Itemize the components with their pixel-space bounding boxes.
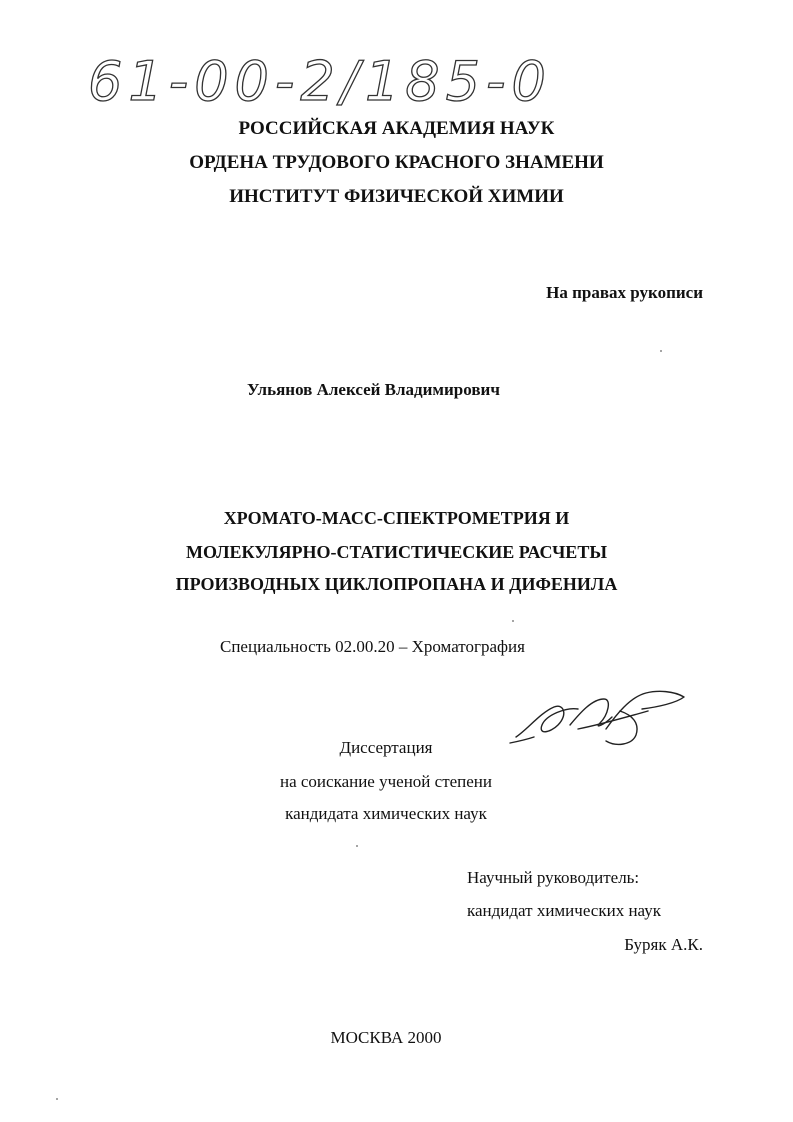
title-line-2: МОЛЕКУЛЯРНО-СТАТИСТИЧЕСКИЕ РАСЧЕТЫ [186, 542, 607, 562]
supervisor-degree: кандидат химических наук [467, 901, 661, 920]
supervisor-label: Научный руководитель: [467, 868, 640, 887]
dissertation-line-1: Диссертация [339, 738, 433, 757]
supervisor-name: Буряк А.К. [624, 935, 703, 954]
manuscript-rights-notice: На правах рукописи [546, 283, 703, 302]
institution-line-3: ИНСТИТУТ ФИЗИЧЕСКОЙ ХИМИИ [229, 186, 564, 207]
author-name: Ульянов Алексей Владимирович [247, 380, 500, 399]
scan-speck [512, 620, 514, 622]
archive-stamp [0, 0, 793, 120]
title-line-3: ПРОИЗВОДНЫХ ЦИКЛОПРОПАНА И ДИФЕНИЛА [175, 574, 618, 594]
specialty: Специальность 02.00.20 – Хроматография [220, 637, 525, 656]
dissertation-line-3: кандидата химических наук [285, 804, 487, 823]
title-line-1: ХРОМАТО-МАСС-СПЕКТРОМЕТРИЯ И [223, 508, 570, 528]
dissertation-line-2: на соискание ученой степени [279, 772, 493, 791]
scan-speck [660, 350, 662, 352]
institution-line-1: РОССИЙСКАЯ АКАДЕМИЯ НАУК [238, 118, 555, 139]
archive-stamp-text: 61-00-2/185-0 [88, 50, 552, 113]
scan-speck [56, 1098, 58, 1100]
institution-line-2: ОРДЕНА ТРУДОВОГО КРАСНОГО ЗНАМЕНИ [189, 152, 604, 173]
scan-speck [356, 845, 358, 847]
city-year: МОСКВА 2000 [330, 1028, 442, 1047]
